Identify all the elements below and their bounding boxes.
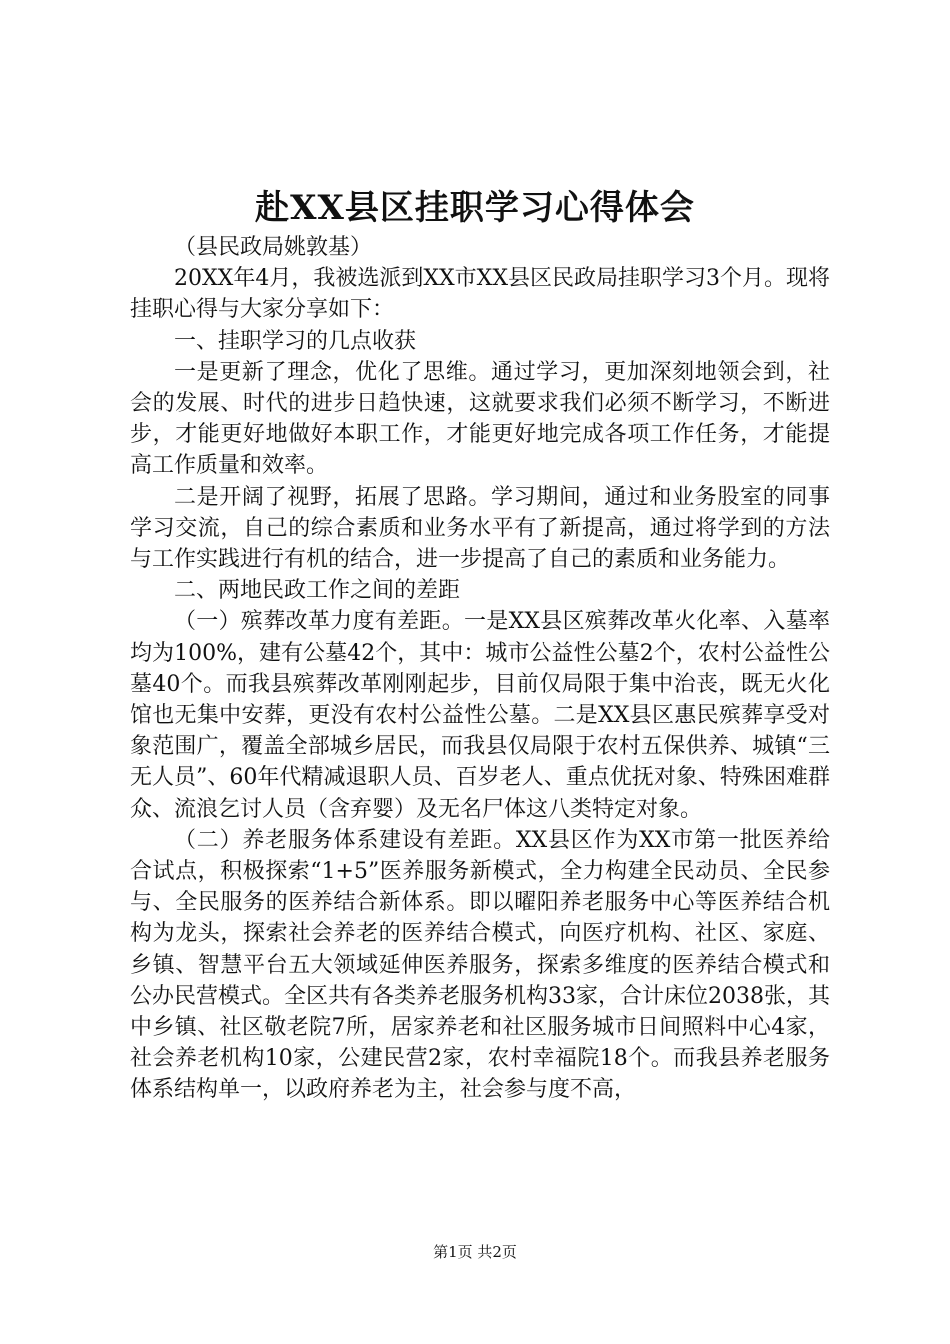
paragraph-funeral-reform: （一）殡葬改革力度有差距。一是XX县区殡葬改革火化率、入墓率均为100%，建有公墓42个，其中：城市公益性公墓2个，农村公益性公墓40个。而我县殡葬改革刚刚起步，目前仅局限于集中治丧，既无火化馆也无集中安葬，更没有农村公益性公墓。二是XX县区惠民殡葬享受对象范围广，覆盖全部城乡居民，而我县仅局限于农村五保供养、城镇“三无人员”、60年代精减退职人员、百岁老人、重点优抚对象、特殊困难群众、流浪乞讨人员（含弃婴）及无名尸体这八类特定对象。 bbox=[130, 609, 830, 822]
page-footer: 第1页 共2页 bbox=[433, 1243, 517, 1261]
author-line: （县民政局姚敦基） bbox=[174, 235, 373, 260]
paragraph-gain-one: 一是更新了理念，优化了思维。通过学习，更加深刻地领会到，社会的发展、时代的进步日趋快速，这就要求我们必须不断学习，不断进步，才能更好地做好本职工作，才能更好地完成各项工作任务，才能提高工作质量和效率。 bbox=[130, 359, 830, 479]
document-title: 赴XX县区挂职学习心得体会 bbox=[255, 188, 695, 228]
paragraph-elderly-care: （二）养老服务体系建设有差距。XX县区作为XX市第一批医养给合试点，积极探索“1+5”医养服务新模式，全力构建全民动员、全民参与、全民服务的医养结合新体系。即以曜阳养老服务中心等医养结合机构为龙头，探索社会养老的医养结合模式，向医疗机构、社区、家庭、乡镇、智慧平台五大领域延伸医养服务，探索多维度的医养结合模式和公办民营模式。全区共有各类养老服务机构33家，合计床位2038张，其中乡镇、社区敬老院7所，居家养老和社区服务城市日间照料中心4家，社会养老机构10家，公建民营2家，农村幸福院18个。而我县养老服务体系结构单一，以政府养老为主，社会参与度不高， bbox=[130, 827, 830, 1103]
intro-paragraph: 20XX年4月，我被选派到XX市XX县区民政局挂职学习3个月。现将挂职心得与大家分享如下： bbox=[130, 266, 830, 323]
section-heading-gains: 一、挂职学习的几点收获 bbox=[174, 328, 417, 354]
paragraph-gain-two: 二是开阔了视野，拓展了思路。学习期间，通过和业务股室的同事学习交流，自己的综合素质和业务水平有了新提高，通过将学到的方法与工作实践进行有机的结合，进一步提高了自己的素质和业务能力。 bbox=[130, 484, 830, 573]
document-body bbox=[130, 232, 830, 1106]
section-heading-gaps: 二、两地民政工作之间的差距 bbox=[174, 578, 461, 604]
